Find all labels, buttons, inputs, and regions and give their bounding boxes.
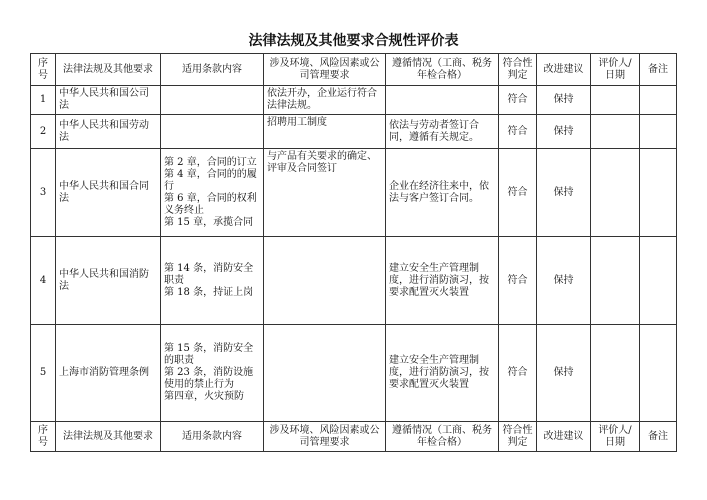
- cell-clause: 第 15 条，消防安全的职责 第 23 条，消防设施使用的禁止行为 第四章，火灾预防: [161, 325, 264, 422]
- header-seq: 序号: [31, 422, 56, 452]
- cell-suggest: 保持: [537, 237, 591, 325]
- cell-seq: 2: [31, 115, 56, 149]
- cell-remark: [640, 86, 677, 115]
- cell-status: [386, 86, 499, 115]
- header-clause: 适用条款内容: [161, 54, 264, 86]
- cell-status: 企业在经济往来中，依法与客户签订合同。: [386, 149, 499, 237]
- header-suggest: 改进建议: [537, 422, 591, 452]
- header-suggest: 改进建议: [537, 54, 591, 86]
- header-remark: 备注: [640, 422, 677, 452]
- cell-remark: [640, 237, 677, 325]
- cell-clause: [161, 115, 264, 149]
- cell-conform: 符合: [499, 149, 537, 237]
- page-title: 法律法规及其他要求合规性评价表: [248, 33, 459, 49]
- cell-status: 建立安全生产管理制度，进行消防演习，按要求配置灭火装置: [386, 237, 499, 325]
- cell-conform: 符合: [499, 115, 537, 149]
- cell-clause: 第 2 章，合同的订立 第 4 章，合同的的履行 第 6 章，合同的权利义务终止 第 15 章，承揽合同: [161, 149, 264, 237]
- header-conform: 符合性判定: [499, 422, 537, 452]
- header-evaluator: 评价人/日期: [591, 54, 640, 86]
- cell-conform: 符合: [499, 325, 537, 422]
- header-law: 法律法规及其他要求: [56, 422, 161, 452]
- cell-seq: 1: [31, 86, 56, 115]
- header-remark: 备注: [640, 54, 677, 86]
- header-status: 遵循情况（工商、税务年检合格）: [386, 54, 499, 86]
- cell-law: 中华人民共和国公司法: [56, 86, 161, 115]
- cell-remark: [640, 149, 677, 237]
- header-conform: 符合性判定: [499, 54, 537, 86]
- table-row: [31, 325, 677, 422]
- cell-evaluator: [591, 237, 640, 325]
- cell-seq: 5: [31, 325, 56, 422]
- cell-factor: 依法开办，企业运行符合法律法规。: [264, 86, 386, 115]
- cell-evaluator: [591, 115, 640, 149]
- cell-suggest: 保持: [537, 86, 591, 115]
- header-clause: 适用条款内容: [161, 422, 264, 452]
- cell-remark: [640, 325, 677, 422]
- header-law: 法律法规及其他要求: [56, 54, 161, 86]
- cell-clause: 第 14 条，消防安全职责 第 18 条，持证上岗: [161, 237, 264, 325]
- table-row: [31, 149, 677, 237]
- cell-remark: [640, 115, 677, 149]
- header-evaluator: 评价人/日期: [591, 422, 640, 452]
- cell-clause: [161, 86, 264, 115]
- cell-conform: 符合: [499, 237, 537, 325]
- cell-status: 依法与劳动者签订合同，遵循有关规定。: [386, 115, 499, 149]
- cell-seq: 4: [31, 237, 56, 325]
- cell-law: 中华人民共和国劳动法: [56, 115, 161, 149]
- cell-suggest: 保持: [537, 115, 591, 149]
- cell-conform: 符合: [499, 86, 537, 115]
- compliance-table: [30, 53, 677, 452]
- header-row: [31, 54, 677, 86]
- table-row: [31, 237, 677, 325]
- footer-header-row: [31, 422, 677, 452]
- cell-suggest: 保持: [537, 149, 591, 237]
- cell-evaluator: [591, 149, 640, 237]
- cell-factor: 与产品有关要求的确定、评审及合同签订: [264, 149, 386, 237]
- header-seq: 序号: [31, 54, 56, 86]
- header-factor: 涉及环境、风险因素或公司管理要求: [264, 54, 386, 86]
- header-factor: 涉及环境、风险因素或公司管理要求: [264, 422, 386, 452]
- table-row: [31, 86, 677, 115]
- header-status: 遵循情况（工商、税务年检合格）: [386, 422, 499, 452]
- cell-law: 上海市消防管理条例: [56, 325, 161, 422]
- cell-seq: 3: [31, 149, 56, 237]
- cell-law: 中华人民共和国合同法: [56, 149, 161, 237]
- cell-factor: [264, 325, 386, 422]
- cell-evaluator: [591, 86, 640, 115]
- cell-status: 建立安全生产管理制度，进行消防演习，按要求配置灭火装置: [386, 325, 499, 422]
- table-row: [31, 115, 677, 149]
- cell-suggest: 保持: [537, 325, 591, 422]
- cell-factor: [264, 237, 386, 325]
- cell-law: 中华人民共和国消防法: [56, 237, 161, 325]
- cell-factor: 招聘用工制度: [264, 115, 386, 149]
- cell-evaluator: [591, 325, 640, 422]
